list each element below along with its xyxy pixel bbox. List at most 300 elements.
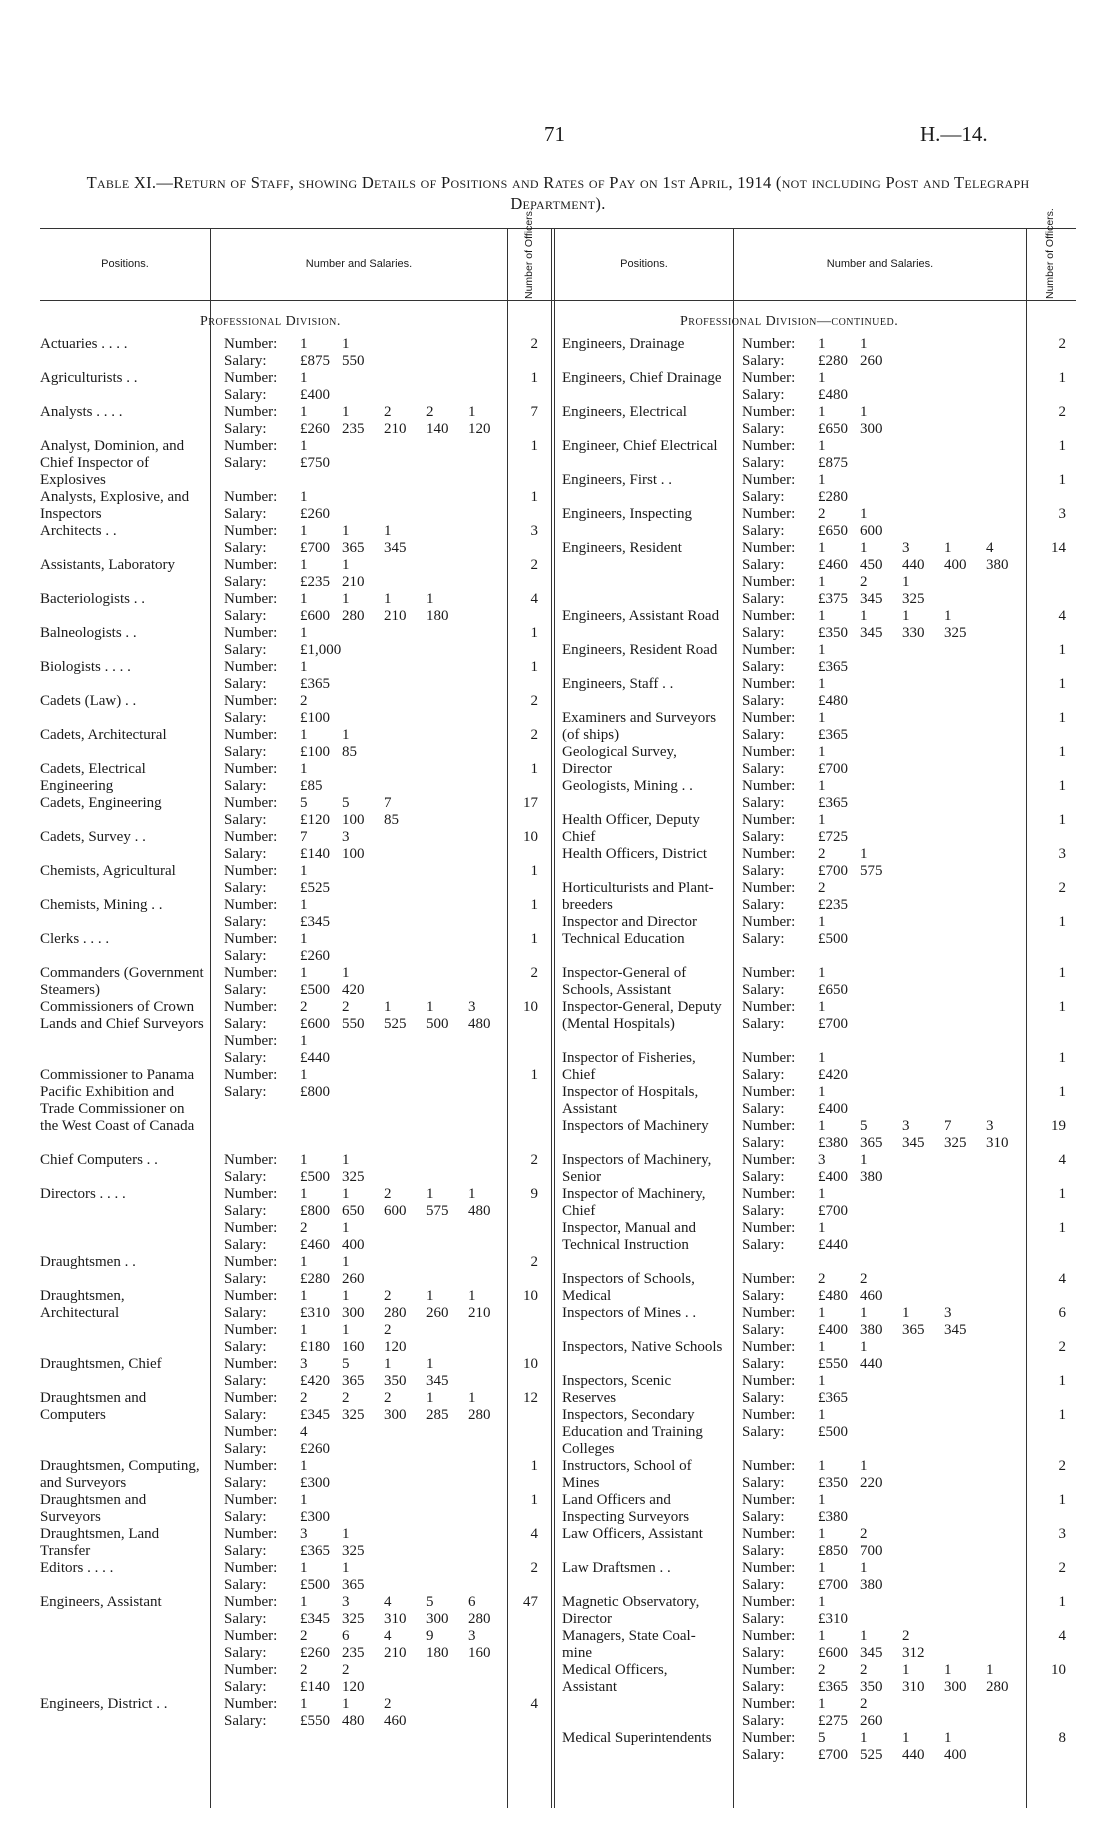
line-value: 210 <box>384 1645 407 1661</box>
line-value: £300 <box>300 1475 330 1491</box>
number-salary-line <box>224 931 342 948</box>
position-name: Commanders (Government Steamers) <box>40 965 204 998</box>
number-salary-line <box>224 1628 510 1645</box>
line-label: Salary: <box>742 1203 785 1219</box>
line-label: Number: <box>224 965 278 981</box>
number-salary-line <box>224 1288 510 1305</box>
line-label: Number: <box>742 1152 796 1168</box>
number-salary-cell <box>224 1458 342 1492</box>
number-salary-line <box>742 1662 1028 1679</box>
table-row <box>40 659 550 693</box>
line-label: Salary: <box>742 1288 785 1304</box>
line-value: £650 <box>818 421 848 437</box>
number-salary-line <box>742 965 860 982</box>
position-name: Inspector-General, Deputy (Mental Hospitals) <box>562 999 722 1032</box>
number-salary-line <box>742 1050 860 1067</box>
line-label: Salary: <box>224 1509 267 1525</box>
line-value: 1 <box>986 1662 994 1678</box>
line-value: 3 <box>902 1118 910 1134</box>
number-salary-line <box>742 1594 860 1611</box>
number-salary-line <box>224 1560 384 1577</box>
line-value: 1 <box>860 1152 868 1168</box>
position-name: Engineer, Chief Electrical <box>562 438 718 454</box>
line-label: Salary: <box>742 591 785 607</box>
number-salary-cell <box>224 931 342 965</box>
number-salary-line <box>742 557 1028 574</box>
table-row <box>40 829 550 863</box>
number-salary-line <box>742 387 860 404</box>
line-label: Number: <box>742 506 796 522</box>
position-name: Inspectors, Secondary Education and Training Colleges <box>562 1407 703 1457</box>
line-value: £260 <box>300 1645 330 1661</box>
table-row <box>562 1730 1072 1764</box>
table-row <box>40 438 550 489</box>
line-value: £260 <box>300 421 330 437</box>
line-value: 210 <box>384 421 407 437</box>
table-row <box>40 693 550 727</box>
line-value: 440 <box>902 557 925 573</box>
table-row <box>40 1492 550 1526</box>
line-label: Salary: <box>742 1679 785 1695</box>
line-label: Salary: <box>742 1747 785 1763</box>
line-value: 1 <box>860 1458 868 1474</box>
line-value: 7 <box>384 795 392 811</box>
positions-heading: Positions. <box>620 258 668 270</box>
line-label: Salary: <box>742 1169 785 1185</box>
line-value: 1 <box>818 438 826 454</box>
officer-count: 10 <box>1051 1662 1066 1678</box>
line-label: Salary: <box>224 642 267 658</box>
line-label: Number: <box>224 693 278 709</box>
line-label: Number: <box>224 1152 278 1168</box>
line-label: Number: <box>742 1118 796 1134</box>
line-value: £500 <box>818 931 848 947</box>
line-value: 2 <box>860 1662 868 1678</box>
line-label: Number: <box>224 1390 278 1406</box>
line-value: 500 <box>426 1016 449 1032</box>
number-salary-line <box>224 778 342 795</box>
number-salary-line <box>742 1373 860 1390</box>
line-value: 380 <box>860 1169 883 1185</box>
line-value: 2 <box>384 1186 392 1202</box>
number-salary-line <box>224 1713 426 1730</box>
officer-count: 2 <box>530 1152 538 1168</box>
line-value: 2 <box>342 1390 350 1406</box>
line-value: 210 <box>342 574 365 590</box>
officer-count: 47 <box>523 1594 538 1610</box>
officer-count: 10 <box>523 829 538 845</box>
position-name: Engineers, Drainage <box>562 336 685 352</box>
table-row <box>562 999 1072 1050</box>
line-value: 600 <box>860 523 883 539</box>
number-salary-line <box>742 1356 902 1373</box>
number-salary-cell <box>742 880 860 914</box>
line-value: 1 <box>818 1373 826 1389</box>
line-value: 280 <box>468 1611 491 1627</box>
officer-count: 1 <box>1058 778 1066 794</box>
number-salary-line <box>224 1424 510 1441</box>
officer-count: 2 <box>530 693 538 709</box>
line-label: Number: <box>224 1356 278 1372</box>
line-value: 312 <box>902 1645 925 1661</box>
number-salary-cell <box>742 1628 944 1662</box>
number-salary-line <box>742 1390 860 1407</box>
line-value: 1 <box>342 404 350 420</box>
line-value: 285 <box>426 1407 449 1423</box>
line-value: 365 <box>342 1373 365 1389</box>
line-value: 1 <box>300 931 308 947</box>
line-value: 550 <box>342 1016 365 1032</box>
line-label: Number: <box>224 795 278 811</box>
line-label: Number: <box>224 1594 278 1610</box>
position-name: Inspectors, Native Schools <box>562 1339 723 1355</box>
line-value: 380 <box>986 557 1009 573</box>
number-salary-cell <box>224 625 353 659</box>
number-salary-line <box>742 795 860 812</box>
line-value: £500 <box>300 1169 330 1185</box>
position-name: Inspectors of Machinery <box>562 1118 709 1134</box>
line-value: 400 <box>944 557 967 573</box>
line-value: £420 <box>818 1067 848 1083</box>
line-label: Salary: <box>224 1016 267 1032</box>
line-value: 3 <box>342 829 350 845</box>
line-label: Number: <box>742 880 796 896</box>
line-value: 440 <box>860 1356 883 1372</box>
line-value: 1 <box>300 625 308 641</box>
line-value: 1 <box>426 591 434 607</box>
table-row <box>562 540 1072 608</box>
officer-count: 1 <box>530 761 538 777</box>
line-value: 1 <box>860 506 868 522</box>
line-value: £380 <box>818 1509 848 1525</box>
line-value: 1 <box>300 1594 308 1610</box>
line-label: Salary: <box>224 744 267 760</box>
line-value: 1 <box>300 761 308 777</box>
number-salary-line <box>224 404 510 421</box>
table-row <box>40 1458 550 1492</box>
line-value: 1 <box>300 1254 308 1270</box>
officer-count: 1 <box>1058 1050 1066 1066</box>
line-value: 100 <box>342 812 365 828</box>
line-value: 1 <box>342 1322 350 1338</box>
position-name: Inspector of Machinery, Chief <box>562 1186 706 1219</box>
number-salary-line <box>224 1305 510 1322</box>
line-value: 2 <box>426 404 434 420</box>
division-heading: Professional Division—continued. <box>680 314 899 329</box>
line-value: 1 <box>818 1492 826 1508</box>
line-value: 1 <box>944 608 952 624</box>
number-salary-line <box>742 812 860 829</box>
line-label: Salary: <box>224 676 267 692</box>
number-salary-line <box>224 795 426 812</box>
position-name: Cadets, Architectural <box>40 727 167 743</box>
officer-count: 1 <box>1058 1084 1066 1100</box>
number-salary-cell <box>742 744 860 778</box>
position-name: Inspectors of Mines . . <box>562 1305 697 1321</box>
number-salary-cell <box>742 438 860 472</box>
line-label: Salary: <box>742 863 785 879</box>
line-label: Salary: <box>224 574 267 590</box>
line-label: Salary: <box>224 608 267 624</box>
line-value: 1 <box>300 438 308 454</box>
position-name: Analyst, Dominion, and Chief Inspector of Explosives <box>40 438 185 488</box>
number-salary-line <box>224 1611 510 1628</box>
line-value: 365 <box>342 540 365 556</box>
number-salary-line <box>742 540 1028 557</box>
table-row <box>40 1152 550 1186</box>
line-label: Salary: <box>224 1169 267 1185</box>
line-value: 7 <box>300 829 308 845</box>
line-value: £400 <box>818 1322 848 1338</box>
number-salary-cell <box>224 523 426 557</box>
number-salary-line <box>742 1084 860 1101</box>
position-name: Biologists . . . . <box>40 659 131 675</box>
line-value: 2 <box>300 1662 308 1678</box>
number-salary-line <box>742 761 860 778</box>
line-value: £875 <box>300 353 330 369</box>
number-salary-cell <box>224 897 342 931</box>
officer-count: 10 <box>523 999 538 1015</box>
line-label: Salary: <box>224 421 267 437</box>
positions-heading: Positions. <box>101 258 149 270</box>
number-salary-cell <box>224 965 384 999</box>
line-label: Salary: <box>742 1067 785 1083</box>
number-salary-cell <box>224 795 426 829</box>
number-salary-line <box>742 455 860 472</box>
line-value: £235 <box>818 897 848 913</box>
line-value: 480 <box>342 1713 365 1729</box>
line-label: Number: <box>742 1407 796 1423</box>
line-value: 300 <box>342 1305 365 1321</box>
table-row <box>562 1560 1072 1594</box>
line-value: 1 <box>342 1696 350 1712</box>
table-title: Table XI.—Return of Staff, showing Details of Positions and Rates of Pay on 1st April, 1914 (not including Post and Telegraph Department). <box>86 173 1030 213</box>
line-value: £120 <box>300 812 330 828</box>
number-salary-cell <box>224 1560 384 1594</box>
line-value: 300 <box>384 1407 407 1423</box>
line-value: 4 <box>384 1594 392 1610</box>
line-value: 1 <box>944 540 952 556</box>
position-name: Chemists, Mining . . <box>40 897 163 913</box>
number-salary-line <box>742 1220 860 1237</box>
number-salary-cell <box>742 540 1028 608</box>
number-salary-cell <box>742 999 860 1033</box>
line-value: 4 <box>300 1424 308 1440</box>
number-salary-line <box>224 1373 468 1390</box>
line-label: Salary: <box>742 693 785 709</box>
position-name: Actuaries . . . . <box>40 336 128 352</box>
number-salary-cell <box>224 591 468 625</box>
line-value: £700 <box>818 1747 848 1763</box>
position-name: Assistants, Laboratory <box>40 557 175 573</box>
line-value: 1 <box>300 1322 308 1338</box>
line-value: 325 <box>342 1611 365 1627</box>
position-name: Health Officers, District <box>562 846 708 862</box>
position-name: Draughtsmen, Computing, and Surveyors <box>40 1458 200 1491</box>
line-value: £280 <box>818 489 848 505</box>
number-salary-line <box>224 761 342 778</box>
number-salary-line <box>224 1271 384 1288</box>
right-table-body <box>562 336 1072 1816</box>
line-label: Number: <box>742 540 796 556</box>
line-value: 235 <box>342 1645 365 1661</box>
line-value: 2 <box>818 880 826 896</box>
line-value: 1 <box>300 523 308 539</box>
line-value: 1 <box>300 1033 308 1049</box>
line-value: 2 <box>384 1322 392 1338</box>
line-value: £420 <box>300 1373 330 1389</box>
officer-count: 1 <box>530 370 538 386</box>
officer-count: 12 <box>523 1390 538 1406</box>
line-value: 120 <box>468 421 491 437</box>
line-value: 2 <box>300 693 308 709</box>
line-label: Salary: <box>742 1509 785 1525</box>
line-value: 1 <box>300 557 308 573</box>
line-value: 1 <box>300 1560 308 1576</box>
line-label: Number: <box>742 574 796 590</box>
number-salary-line <box>742 1152 902 1169</box>
line-value: 3 <box>468 999 476 1015</box>
number-salary-line <box>224 1186 510 1203</box>
table-row <box>40 489 550 523</box>
line-value: 325 <box>902 591 925 607</box>
line-value: 300 <box>944 1679 967 1695</box>
page-number: 71 <box>544 122 565 146</box>
line-label: Salary: <box>224 506 267 522</box>
table-row <box>40 557 550 591</box>
table-row <box>40 1186 550 1254</box>
line-value: 1 <box>860 608 868 624</box>
number-salary-cell <box>742 846 902 880</box>
number-salary-line <box>742 1475 902 1492</box>
line-value: 1 <box>818 642 826 658</box>
line-value: £700 <box>818 863 848 879</box>
line-label: Number: <box>742 1271 796 1287</box>
line-value: 2 <box>860 1526 868 1542</box>
number-salary-line <box>224 1696 426 1713</box>
line-label: Number: <box>742 1373 796 1389</box>
officer-count: 2 <box>1058 404 1066 420</box>
line-label: Number: <box>224 1492 278 1508</box>
line-value: 525 <box>384 1016 407 1032</box>
line-label: Number: <box>742 999 796 1015</box>
number-salary-cell <box>742 676 860 710</box>
line-value: £600 <box>300 608 330 624</box>
number-salary-line <box>224 1475 342 1492</box>
number-salary-cell <box>742 1407 860 1441</box>
position-name: Balneologists . . <box>40 625 137 641</box>
table-row <box>562 710 1072 744</box>
line-value: 120 <box>384 1339 407 1355</box>
position-name: Chief Computers . . <box>40 1152 158 1168</box>
officer-count: 2 <box>1058 880 1066 896</box>
position-name: Instructors, School of Mines <box>562 1458 692 1491</box>
line-label: Number: <box>742 336 796 352</box>
line-label: Salary: <box>742 1713 785 1729</box>
number-salary-line <box>742 931 860 948</box>
number-salary-cell <box>742 1271 902 1305</box>
position-name: Cadets, Engineering <box>40 795 162 811</box>
officer-count: 10 <box>523 1356 538 1372</box>
line-value: 5 <box>860 1118 868 1134</box>
number-salary-cell <box>224 489 342 523</box>
position-name: Engineers, District . . <box>40 1696 168 1712</box>
number-salary-line <box>224 1033 510 1050</box>
line-value: 1 <box>300 897 308 913</box>
line-value: 7 <box>944 1118 952 1134</box>
line-label: Salary: <box>742 659 785 675</box>
line-value: 3 <box>300 1526 308 1542</box>
line-value: 365 <box>342 1577 365 1593</box>
officer-count: 1 <box>1058 812 1066 828</box>
officer-count: 3 <box>1058 846 1066 862</box>
number-salary-cell <box>742 1084 860 1118</box>
number-salary-cell <box>742 1339 902 1373</box>
line-label: Salary: <box>742 1135 785 1151</box>
line-value: 1 <box>860 404 868 420</box>
table-row <box>562 1271 1072 1305</box>
line-value: 1 <box>818 1526 826 1542</box>
line-value: £85 <box>300 778 323 794</box>
position-name: Engineers, Resident <box>562 540 682 556</box>
officer-count: 1 <box>530 1067 538 1083</box>
table-row <box>40 761 550 795</box>
line-value: £365 <box>818 1390 848 1406</box>
number-salary-line <box>224 1509 342 1526</box>
table-row <box>562 642 1072 676</box>
line-label: Number: <box>742 1084 796 1100</box>
number-salary-cell <box>742 1152 902 1186</box>
line-label: Salary: <box>224 1339 267 1355</box>
number-salary-line <box>224 1458 342 1475</box>
number-salary-line <box>224 812 426 829</box>
line-label: Number: <box>742 472 796 488</box>
line-value: 1 <box>342 1526 350 1542</box>
line-value: £400 <box>300 387 330 403</box>
line-label: Number: <box>224 1322 278 1338</box>
number-salary-line <box>742 1407 860 1424</box>
line-value: 1 <box>818 1696 826 1712</box>
line-value: 140 <box>426 421 449 437</box>
table-row <box>40 523 550 557</box>
number-salary-cell <box>224 370 342 404</box>
line-value: £440 <box>300 1050 330 1066</box>
table-row <box>40 863 550 897</box>
line-label: Salary: <box>224 1713 267 1729</box>
line-value: 1 <box>818 1628 826 1644</box>
line-value: 330 <box>902 625 925 641</box>
line-value: 300 <box>426 1611 449 1627</box>
number-salary-cell <box>224 1356 468 1390</box>
line-value: 450 <box>860 557 883 573</box>
number-salary-line <box>224 863 342 880</box>
line-label: Number: <box>742 1628 796 1644</box>
position-name: Bacteriologists . . <box>40 591 145 607</box>
page-reference: H.—14. <box>920 122 988 146</box>
line-value: 120 <box>342 1679 365 1695</box>
line-value: £650 <box>818 982 848 998</box>
line-value: 325 <box>342 1407 365 1423</box>
number-salary-line <box>742 1509 860 1526</box>
number-salary-line <box>742 1118 1028 1135</box>
number-salaries-heading: Number and Salaries. <box>305 258 413 270</box>
line-value: 1 <box>300 659 308 675</box>
table-row <box>40 1067 550 1152</box>
number-salary-line <box>224 1067 342 1084</box>
officer-count: 4 <box>1058 608 1066 624</box>
line-value: 1 <box>944 1730 952 1746</box>
number-salary-line <box>224 421 510 438</box>
